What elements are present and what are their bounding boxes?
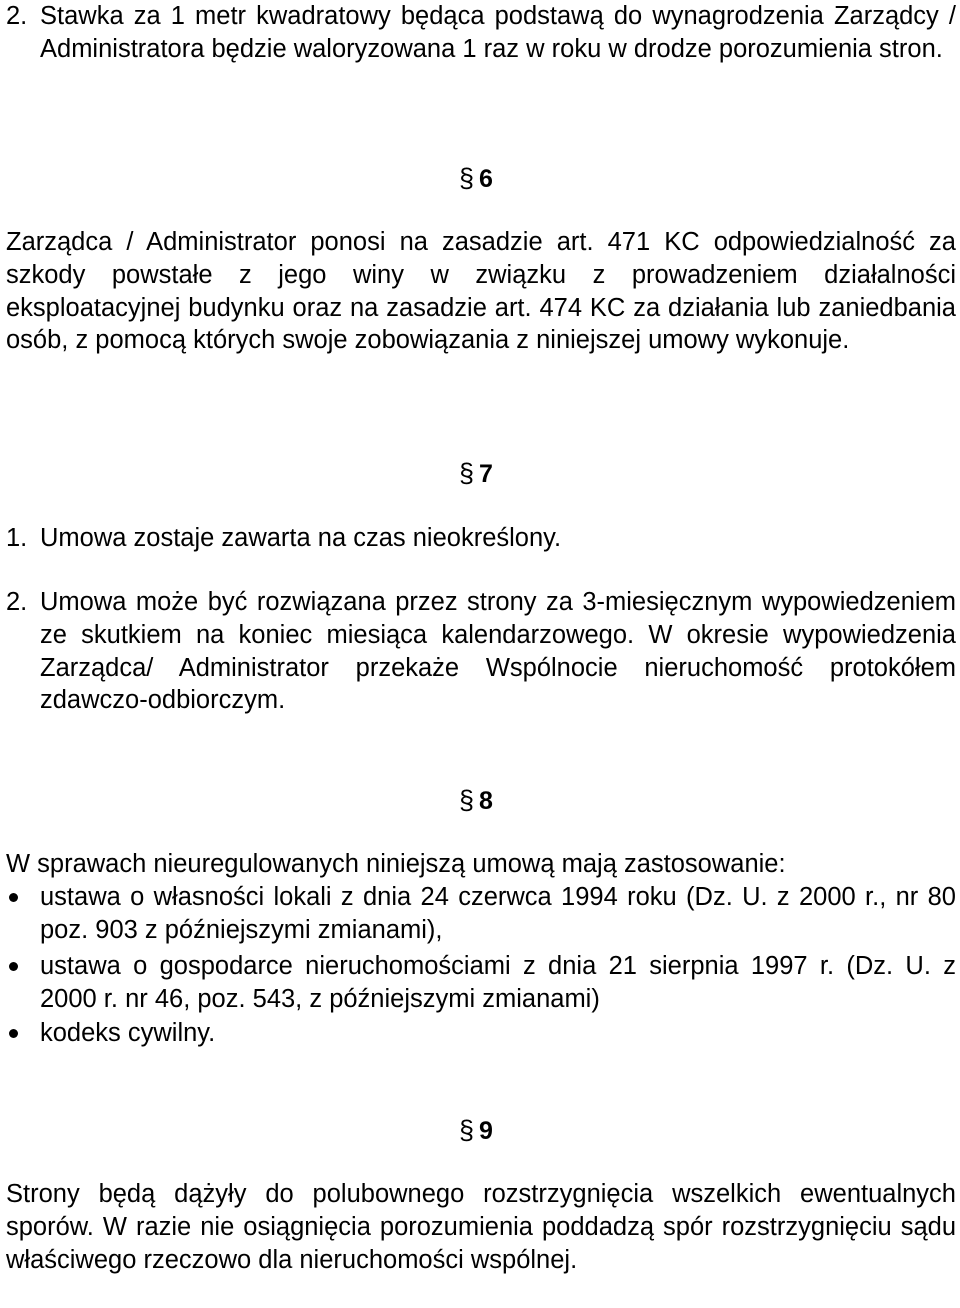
section-9-number: 9 xyxy=(479,1117,493,1145)
section-7-heading xyxy=(459,458,539,489)
section-6-text: Zarządca / Administrator ponosi na zasadzie art. 471 KC odpowiedzialność za szkody powstałe z jego winy w związku z prowadzeniem działalności eksploatacyjnej budynku oraz na zasadzie art. 474 KC za działania lub zaniedbania osób, z pomocą których swoje zobowiązania z niniejszej umowy wykonuje. xyxy=(6,228,956,355)
section-sign: § xyxy=(459,458,475,488)
section-6-number: 6 xyxy=(479,165,493,193)
section-sign: § xyxy=(459,785,475,815)
section-6-heading xyxy=(459,163,539,194)
section-7-number: 7 xyxy=(479,460,493,488)
bullet-text: ustawa o gospodarce nieruchomościami z dnia 21 sierpnia 1997 r. (Dz. U. z 2000 r. nr 46, poz. 543, z późniejszymi zmianami) xyxy=(40,952,956,1013)
bullet-icon xyxy=(9,962,18,971)
section-7-item-1 xyxy=(6,522,956,556)
bullet-text: kodeks cywilny. xyxy=(40,1019,216,1047)
bullet-text: ustawa o własności lokali z dnia 24 czerwca 1994 roku (Dz. U. z 2000 r., nr 80 poz. 903 z późniejszymi zmianami), xyxy=(40,883,956,944)
item-text: Umowa może być rozwiązana przez strony za 3-miesięcznym wypowiedzeniem ze skutkiem na koniec miesiąca kalendarzowego. W okresie wypowiedzenia Zarządca/ Administrator przekaże Wspólnocie nieruchomość protokółem zdawczo-odbiorczym. xyxy=(40,588,956,715)
item-number: 2. xyxy=(6,588,28,616)
section-9-text: Strony będą dążyły do polubownego rozstrzygnięcia wszelkich ewentualnych sporów. W razie nie osiągnięcia porozumienia poddadzą spór rozstrzygnięciu sądu właściwego rzeczowo dla nieruchomości wspólnej. xyxy=(6,1180,956,1274)
section-8-intro: W sprawach nieuregulowanych niniejszą umową mają zastosowanie: xyxy=(6,850,786,878)
section-8-number: 8 xyxy=(479,787,493,815)
section-8-heading xyxy=(459,785,539,816)
item-text: Umowa zostaje zawarta na czas nieokreślony. xyxy=(40,524,562,552)
section-9-heading xyxy=(459,1115,539,1146)
item-top-text: Stawka za 1 metr kwadratowy będąca podstawą do wynagrodzenia Zarządcy / Administratora będzie waloryzowana 1 raz w roku w drodze porozumienia stron. xyxy=(40,2,956,63)
item-number: 1. xyxy=(6,524,28,552)
item-top xyxy=(6,0,956,100)
section-sign: § xyxy=(459,1115,475,1145)
item-top-number: 2. xyxy=(6,2,28,30)
section-8-bullet-3 xyxy=(6,1017,956,1051)
bullet-icon xyxy=(9,1029,18,1038)
section-sign: § xyxy=(459,163,475,193)
section-8-bullet-2 xyxy=(6,950,956,1016)
section-7-item-2 xyxy=(6,586,956,718)
bullet-icon xyxy=(9,893,18,902)
section-8-bullet-1 xyxy=(6,881,956,947)
